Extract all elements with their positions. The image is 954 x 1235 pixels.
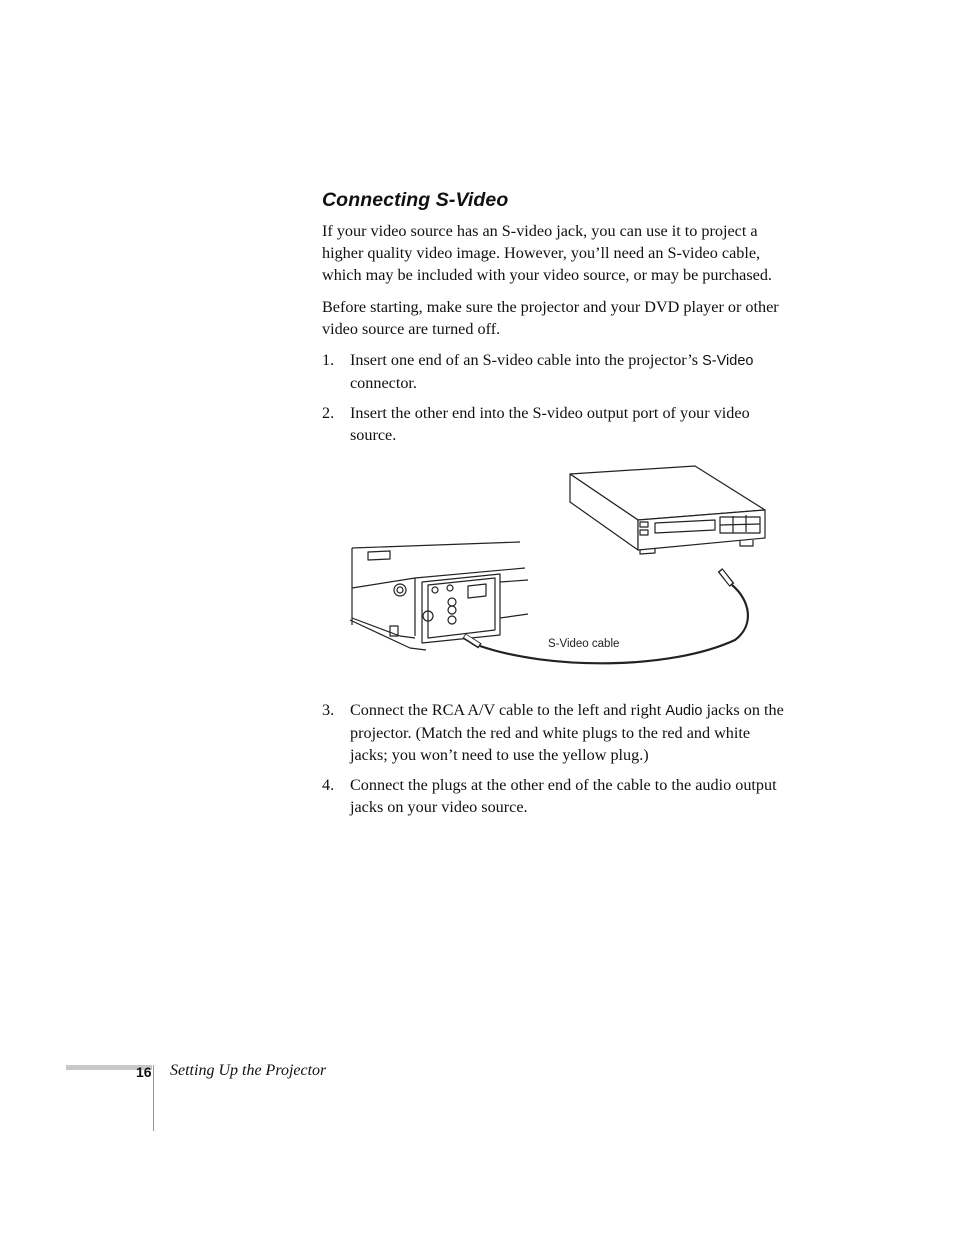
projector-icon	[350, 542, 528, 650]
connector-label: S-Video	[702, 353, 754, 369]
step-number: 1.	[322, 351, 335, 369]
dvd-player-icon	[570, 466, 765, 554]
page-number: 16	[136, 1064, 152, 1080]
step-text: Connect the plugs at the other end of the cable to the audio output jacks on your video source.	[350, 776, 777, 816]
step-text: Connect the RCA A/V cable to the left and right Audio jacks on the projector. (Match the red and white plugs to the red and white jacks; you won’t need to use the yellow plug.)	[350, 701, 784, 764]
section-heading: Connecting S-Video	[322, 189, 509, 211]
step-number: 4.	[322, 776, 335, 794]
step-text: Insert the other end into the S-video output port of your video source.	[350, 404, 750, 444]
step-number: 2.	[322, 404, 335, 422]
before-starting-paragraph: Before starting, make sure the projector and your DVD player or other video source are turned off.	[322, 298, 779, 338]
intro-paragraph: If your video source has an S-video jack, you can use it to project a higher quality video image. However, you’ll need an S-video cable, which may be included with your video source, or may be purchased.	[322, 222, 772, 284]
cable-label: S-Video cable	[548, 638, 620, 650]
running-title: Setting Up the Projector	[170, 1062, 327, 1079]
step-text: Insert one end of an S-video cable into the projector’s S-Video connector.	[350, 351, 754, 392]
audio-label: Audio	[665, 703, 703, 719]
footer-divider	[153, 1065, 154, 1131]
step-number: 3.	[322, 701, 335, 719]
